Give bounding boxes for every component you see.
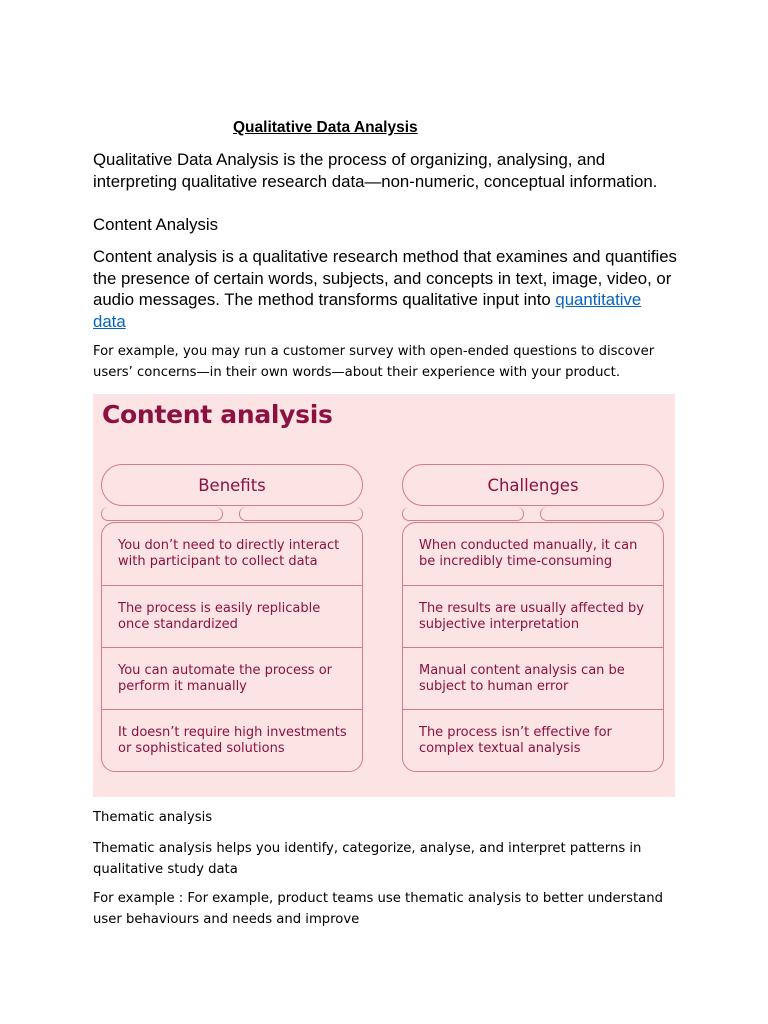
challenge-item: Manual content analysis can be subject to human error: [403, 647, 663, 709]
benefit-item: The process is easily replicable once standardized: [102, 585, 362, 647]
content-analysis-infographic: [93, 394, 675, 797]
challenges-column: [402, 464, 664, 772]
benefits-column: [101, 464, 363, 772]
challenges-header: Challenges: [402, 464, 664, 506]
content-analysis-heading: Content Analysis: [93, 215, 218, 234]
challenge-item: The results are usually affected by subjective interpretation: [403, 585, 663, 647]
thematic-paragraph: Thematic analysis helps you identify, categorize, analyse, and interpret patterns in qualitative study data: [93, 841, 642, 877]
connector-left: [402, 507, 524, 521]
infographic-title: Content analysis: [102, 400, 333, 429]
benefit-item: You can automate the process or perform it manually: [102, 647, 362, 709]
thematic-heading: Thematic analysis: [93, 810, 213, 825]
example-paragraph: For example, you may run a customer survey with open-ended questions to discover users’ concerns—in their own words—about their experience with your product.: [93, 344, 655, 380]
connector-left: [101, 507, 223, 521]
thematic-example-paragraph: For example : For example, product teams use thematic analysis to better understand user behaviours and needs and improve: [93, 891, 663, 927]
connector-right: [239, 507, 363, 521]
challenges-connector: [402, 506, 664, 522]
content-analysis-paragraph: [93, 246, 678, 333]
challenges-list: [402, 522, 664, 772]
challenge-item: When conducted manually, it can be incredibly time-consuming: [419, 538, 638, 569]
benefits-list: [101, 522, 363, 772]
document-title: Qualitative Data Analysis: [233, 119, 418, 136]
benefit-item: It doesn’t require high investments or sophisticated solutions: [102, 709, 362, 771]
benefits-header: Benefits: [101, 464, 363, 506]
benefit-item: You don’t need to directly interact with participant to collect data: [118, 538, 340, 569]
intro-paragraph: Qualitative Data Analysis is the process of organizing, analysing, and interpreting qualitative research data—non-numeric, conceptual information.: [93, 150, 658, 191]
content-analysis-text: Content analysis is a qualitative research method that examines and quantifies the presence of certain words, subjects, and concepts in text, image, video, or audio messages. The method transforms qualitative input into: [93, 247, 677, 310]
challenge-item: The process isn’t effective for complex textual analysis: [403, 709, 663, 771]
quantitative-data-link[interactable]: quantitative data: [93, 290, 642, 332]
benefits-connector: [101, 506, 363, 522]
connector-right: [540, 507, 664, 521]
